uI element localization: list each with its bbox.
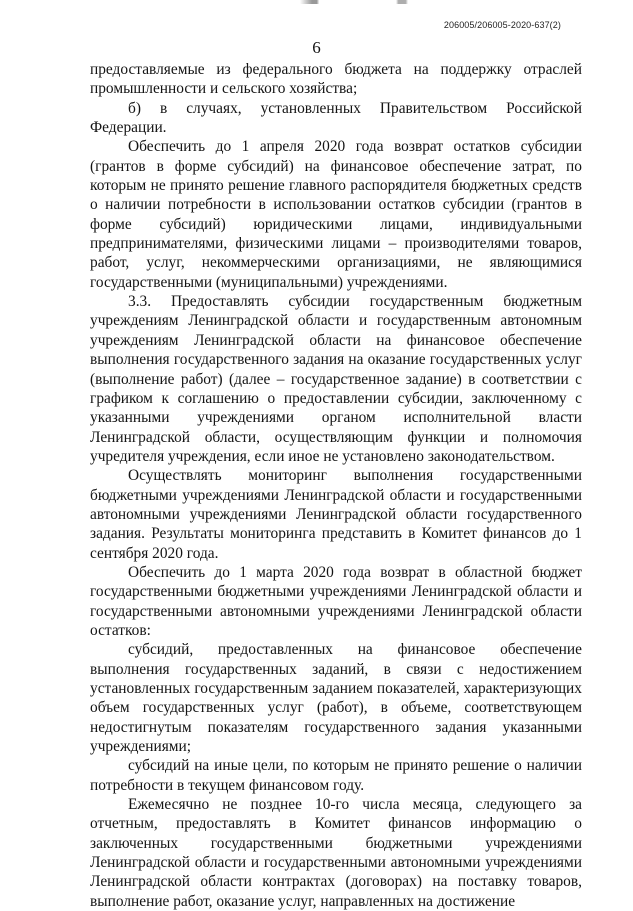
paragraph-monitoring: Осуществлять мониторинг выполнения государственными бюджетными учреждениями Ленинградской области и государственными автономными учреждениями Ленинградской области государственного задания. Результаты мониторинга представить в Комитет финансов до 1 сентября 2020 года.: [90, 467, 582, 562]
paragraph-3-3: 3.3. Предоставлять субсидии государственным бюджетным учреждениям Ленинградской области и государственным автономным учреждениям Ленинградской области на финансовое обеспечение выполнения государственного задания на оказание государственных услуг (выполнение работ) (далее – государственное задание) в соответствии с графиком к соглашению о предоставлении субсидии, заключенному с указанными учреждениями органом исполнительной власти Ленинградской области, осуществляющим функции и полномочия учредителя учреждения, если иное не установлено законодательством.: [90, 293, 582, 465]
paragraph-return-balances: Обеспечить до 1 марта 2020 года возврат в областной бюджет государственными бюджетными учреждениями Ленинградской области и государственными автономными учреждениями Ленинградской области остатков:: [90, 563, 582, 639]
document-code: 206005/206005-2020-637(2): [443, 20, 561, 30]
paragraph-subsidies-state-tasks: субсидий, предоставленных на финансовое обеспечение выполнения государственных заданий, в связи с недостижением установленных государственным заданием показателей, характеризующих объем государственных услуг (работ), в объеме, соответствующем недостигнутым показателям государственного задания указанными учреждениями;: [90, 641, 582, 756]
scan-edge-mark: [300, 0, 420, 4]
paragraph-continuation: предоставляемые из федерального бюджета на поддержку отраслей промышленности и сельского хозяйства;: [90, 61, 582, 98]
paragraph-item-b: б) в случаях, установленных Правительством Российской Федерации.: [90, 99, 582, 137]
page-number: 6: [312, 38, 321, 57]
paragraph-return-grants: Обеспечить до 1 апреля 2020 года возврат остатков субсидии (грантов в форме субсидий) на финансовое обеспечение затрат, по которым не принято решение главного распорядителя бюджетных средств о наличии потребности в использовании остатков субсидии (грантов в форме субсидий) юридическими лицами, индивидуальными предпринимателями, физическими лицами – производителями товаров, работ, услуг, некоммерческими организациями, не являющимися государственными (муниципальными) учреждениями.: [90, 138, 582, 291]
paragraph-monthly-report: Ежемесячно не позднее 10-го числа месяца, следующего за отчетным, предоставлять в Комитет финансов информацию о заключенных государственными бюджетными учреждениями Ленинградской области и государственными автономными учреждениями Ленинградской области контрактах (договорах) на поставку товаров, выполнение работ, оказание услуг, направленных на достижение: [90, 796, 582, 910]
paragraph-subsidies-other: субсидий на иные цели, по которым не принято решение о наличии потребности в текущем финансовом году.: [90, 757, 582, 794]
document-body: [90, 60, 582, 911]
